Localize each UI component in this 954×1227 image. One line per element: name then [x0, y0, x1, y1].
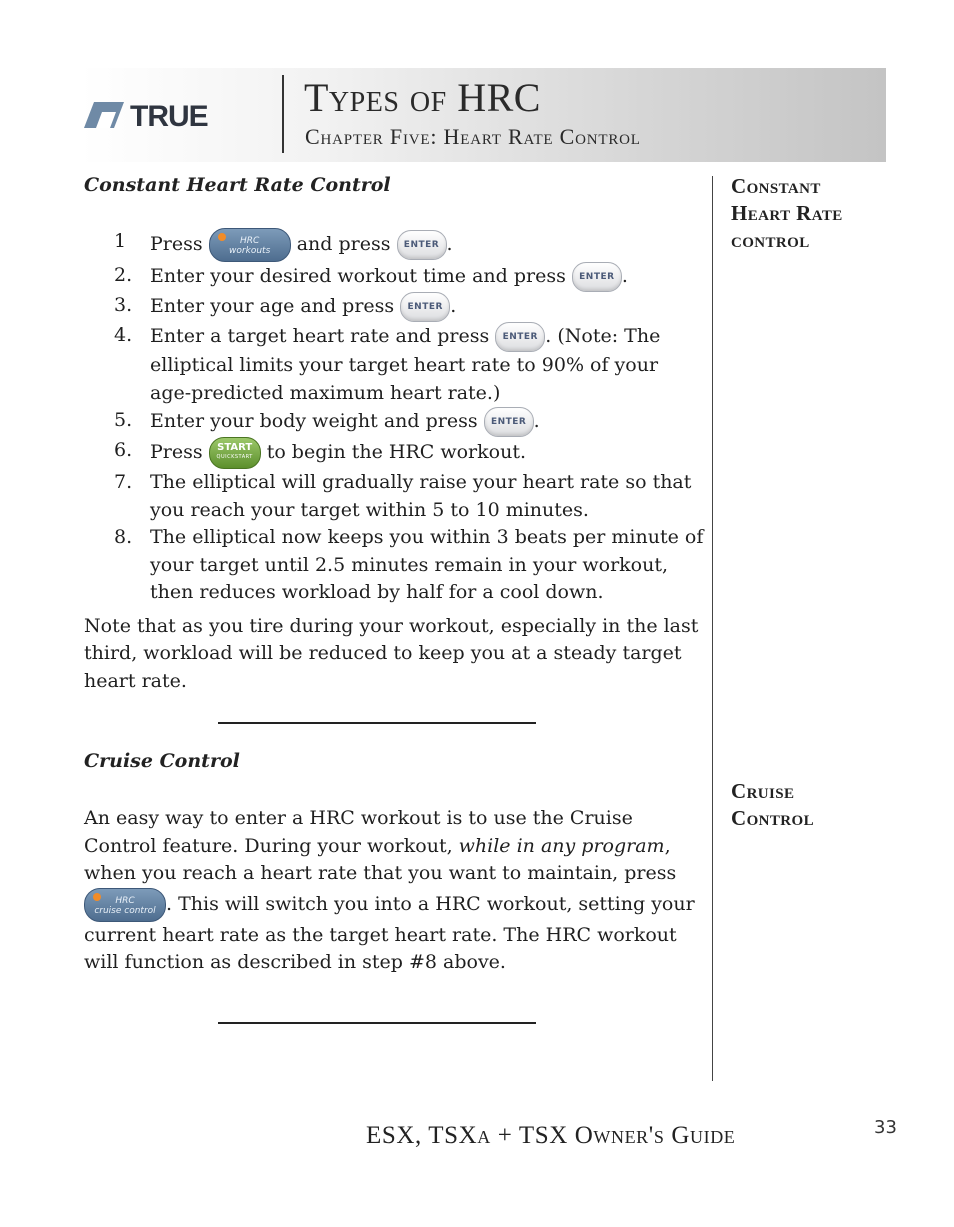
chapter-subtitle: Chapter Five: Heart Rate Control [305, 124, 641, 149]
section-divider [218, 1022, 536, 1024]
note-paragraph: Note that as you tire during your workout, especially in the last third, workload will be reduced to keep you at a steady target heart rate. [84, 615, 699, 692]
page-title: Types of HRC [304, 75, 541, 120]
step-number: 5. [114, 409, 133, 431]
step-number: 1 [114, 230, 127, 252]
column-divider [712, 176, 713, 1081]
step-text: Enter your body weight and press [150, 410, 484, 432]
enter-button-icon: ENTER [400, 292, 450, 322]
step-number: 2. [114, 264, 133, 286]
step-text: Enter a target heart rate and press [150, 325, 496, 347]
step-number: 7. [114, 471, 133, 493]
list-item: 5. Enter your body weight and press ENTER . [84, 407, 704, 437]
enter-button-icon: ENTER [484, 407, 534, 437]
sidebar-label-constant: Constant Heart Rate control [731, 174, 843, 252]
cruise-paragraph: An easy way to enter a HRC workout is to use the Cruise Control feature. During your workout, while in any program, when you reach a heart rate that you want to maintain, press HRC cruise control . This will switch you into a HRC workout, setting your current heart rate as the target heart rate. The HRC workout will function as described in step #8 above. [84, 807, 695, 973]
list-item [84, 524, 704, 607]
list-item: 3. Enter your age and press ENTER . [84, 292, 704, 322]
svg-text:TRUE: TRUE [130, 102, 208, 128]
step-text: The elliptical will gradually raise your heart rate so that you reach your target within 5 to 10 minutes. [150, 471, 692, 521]
step-number: 6. [114, 439, 133, 461]
step-text: Press [150, 233, 209, 255]
section-divider [218, 722, 536, 724]
step-number: 3. [114, 294, 133, 316]
step-text: Press [150, 441, 209, 463]
header-divider [282, 75, 284, 153]
step-text: The elliptical now keeps you within 3 beats per minute of your target until 2.5 minutes remain in your workout, then reduces workload by half for a cool down. [150, 526, 704, 603]
enter-button-icon: ENTER [495, 322, 545, 352]
enter-button-icon: ENTER [572, 262, 622, 292]
sidebar-label-cruise: Cruise Control [731, 779, 814, 830]
list-item: 6. Press START QUICKSTART to begin the HRC workout. [84, 437, 704, 469]
section-heading-cruise: Cruise Control [84, 750, 240, 772]
start-button-icon: START QUICKSTART [209, 437, 261, 469]
list-item [84, 469, 704, 524]
step-number: 8. [114, 526, 133, 548]
steps-list [84, 228, 704, 607]
list-item: 4. Enter a target heart rate and press ENTER . (Note: The elliptical limits your target heart rate to 90% of your age-predicted maximum heart rate.) [114, 324, 661, 404]
step-text: Enter your age and press [150, 295, 401, 317]
step-text: and press [290, 233, 397, 255]
enter-button-icon: ENTER [397, 230, 447, 260]
list-item: 2. Enter your desired workout time and press ENTER . [84, 262, 704, 292]
step-number: 4. [114, 324, 133, 346]
true-logo [84, 102, 254, 128]
section-heading-constant: Constant Heart Rate Control [84, 174, 391, 196]
hrc-workouts-button-icon: HRC workouts [209, 228, 291, 262]
guide-title-footer: ESX, TSXa + TSX Owner's Guide [366, 1122, 736, 1149]
page-number: 33 [874, 1117, 897, 1138]
step-text: Enter your desired workout time and press [150, 265, 572, 287]
list-item: 1 Press HRC workouts and press ENTER . [84, 228, 704, 262]
hrc-cruise-control-button-icon: HRC cruise control [84, 888, 166, 922]
